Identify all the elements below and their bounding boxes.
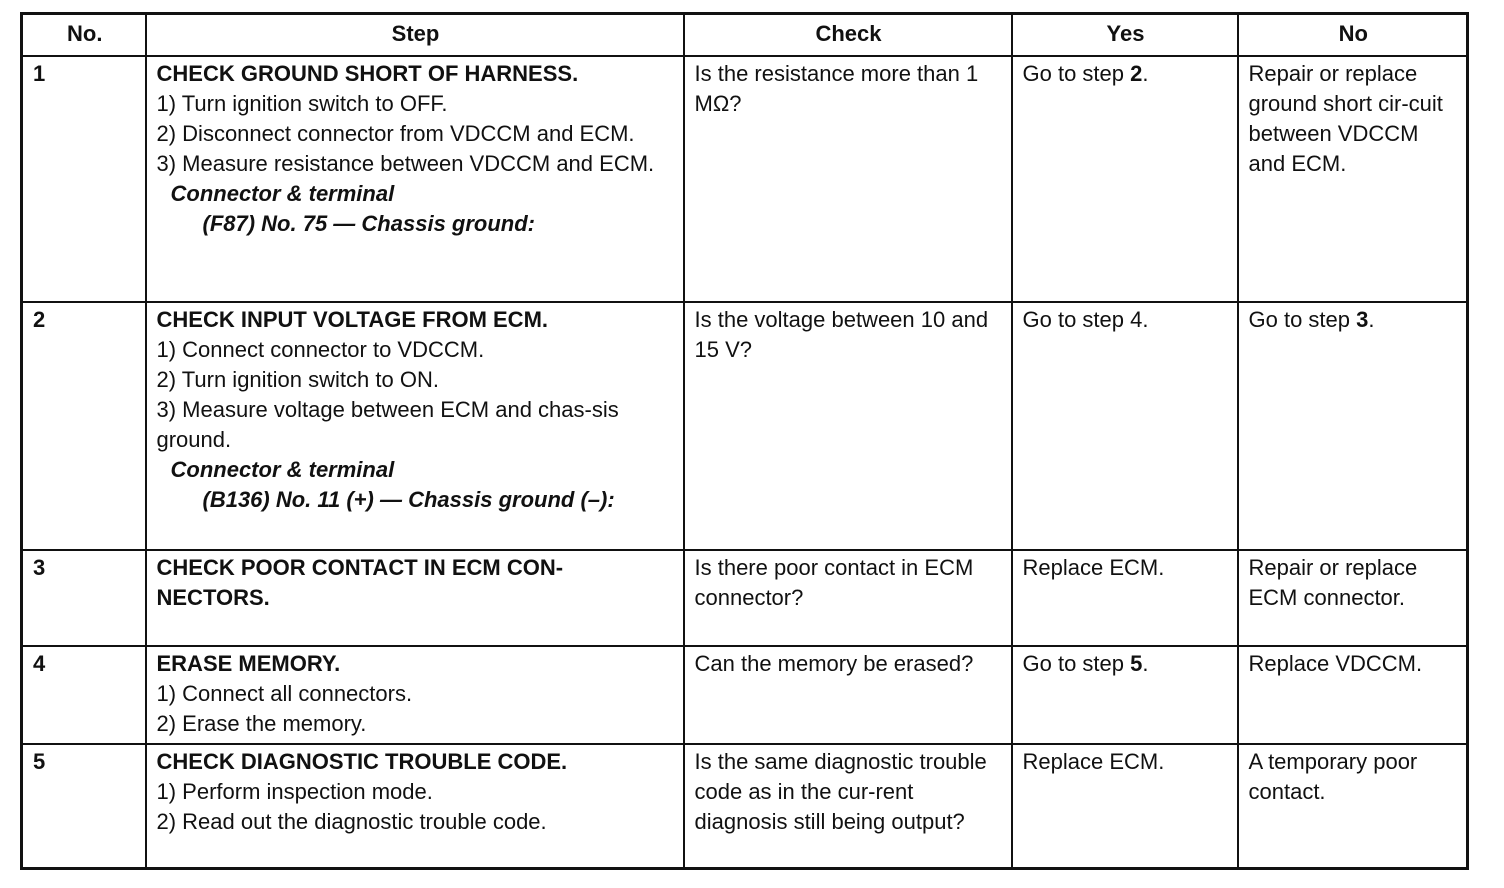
step-title: CHECK INPUT VOLTAGE FROM ECM.: [156, 307, 549, 332]
check-question: Is the same diagnostic trouble code as in the cur-rent diagnosis still being output?: [694, 749, 987, 834]
step-instruction: 2) Read out the diagnostic trouble code.: [156, 809, 547, 834]
table-row: [22, 744, 1468, 868]
step-cell: [146, 56, 684, 302]
check-cell: [684, 744, 1012, 868]
step-title: CHECK GROUND SHORT OF HARNESS.: [156, 61, 579, 86]
yes-step-ref: 4: [1130, 307, 1143, 332]
header-yes: Yes: [1012, 14, 1238, 57]
step-instruction: 1) Turn ignition switch to OFF.: [156, 91, 448, 116]
no-action: Repair or replace ECM connector.: [1248, 555, 1418, 610]
yes-prefix: Go to step: [1022, 307, 1131, 332]
step-number: 2: [22, 302, 146, 550]
no-action: Replace VDCCM.: [1248, 651, 1423, 676]
step-cell: [146, 302, 684, 550]
step-number: 4: [22, 646, 146, 744]
yes-action: Replace ECM.: [1022, 749, 1165, 774]
step-instruction: 2) Disconnect connector from VDCCM and ECM.: [156, 121, 635, 146]
check-cell: [684, 550, 1012, 646]
check-question: Is the resistance more than 1 MΩ?: [694, 61, 979, 116]
header-no: No.: [22, 14, 146, 57]
table-row: [22, 550, 1468, 646]
header-step: Step: [146, 14, 684, 57]
yes-step-ref: 5: [1130, 651, 1143, 676]
yes-cell: [1012, 646, 1238, 744]
step-title: CHECK DIAGNOSTIC TROUBLE CODE.: [156, 749, 568, 774]
table-row: [22, 302, 1468, 550]
no-cell: [1238, 744, 1468, 868]
step-number: 1: [22, 56, 146, 302]
step-cell: [146, 744, 684, 868]
terminal-label: Connector & terminal: [170, 457, 395, 482]
header-check: Check: [684, 14, 1012, 57]
step-cell: [146, 646, 684, 744]
yes-cell: [1012, 302, 1238, 550]
no-suffix: .: [1368, 307, 1375, 332]
step-number: 5: [22, 744, 146, 868]
step-instruction: 2) Erase the memory.: [156, 711, 367, 736]
terminal-value: (F87) No. 75 — Chassis ground:: [202, 211, 535, 236]
step-instruction: 3) Measure voltage between ECM and chas-sis ground.: [156, 397, 619, 452]
no-cell: [1238, 550, 1468, 646]
diagnostic-table: [20, 12, 1469, 870]
step-cell: [146, 550, 684, 646]
yes-prefix: Go to step: [1022, 61, 1131, 86]
no-prefix: Go to step: [1248, 307, 1357, 332]
step-instruction: 1) Perform inspection mode.: [156, 779, 433, 804]
table-header-row: [22, 14, 1468, 57]
terminal-value: (B136) No. 11 (+) — Chassis ground (–):: [202, 487, 615, 512]
no-step-ref: 3: [1356, 307, 1369, 332]
yes-suffix: .: [1142, 307, 1149, 332]
step-instruction: 1) Connect all connectors.: [156, 681, 413, 706]
check-question: Is there poor contact in ECM connector?: [694, 555, 974, 610]
check-cell: [684, 56, 1012, 302]
no-cell: [1238, 646, 1468, 744]
yes-suffix: .: [1142, 61, 1149, 86]
check-cell: [684, 302, 1012, 550]
yes-step-ref: 2: [1130, 61, 1143, 86]
yes-action: Replace ECM.: [1022, 555, 1165, 580]
table-row: [22, 646, 1468, 744]
yes-prefix: Go to step: [1022, 651, 1131, 676]
step-number: 3: [22, 550, 146, 646]
yes-cell: [1012, 56, 1238, 302]
yes-suffix: .: [1142, 651, 1149, 676]
step-instruction: 3) Measure resistance between VDCCM and ECM.: [156, 151, 655, 176]
step-title: ERASE MEMORY.: [156, 651, 341, 676]
step-instruction: 1) Connect connector to VDCCM.: [156, 337, 485, 362]
yes-cell: [1012, 550, 1238, 646]
check-question: Is the voltage between 10 and 15 V?: [694, 307, 989, 362]
check-question: Can the memory be erased?: [694, 651, 974, 676]
terminal-label: Connector & terminal: [170, 181, 395, 206]
table-row: [22, 56, 1468, 302]
no-cell: [1238, 302, 1468, 550]
yes-cell: [1012, 744, 1238, 868]
no-cell: [1238, 56, 1468, 302]
step-title: CHECK POOR CONTACT IN ECM CON-NECTORS.: [156, 555, 564, 610]
no-action: Repair or replace ground short cir-cuit between VDCCM and ECM.: [1248, 61, 1443, 176]
check-cell: [684, 646, 1012, 744]
header-no-result: No: [1238, 14, 1468, 57]
no-action: A temporary poor contact.: [1248, 749, 1418, 804]
step-instruction: 2) Turn ignition switch to ON.: [156, 367, 439, 392]
